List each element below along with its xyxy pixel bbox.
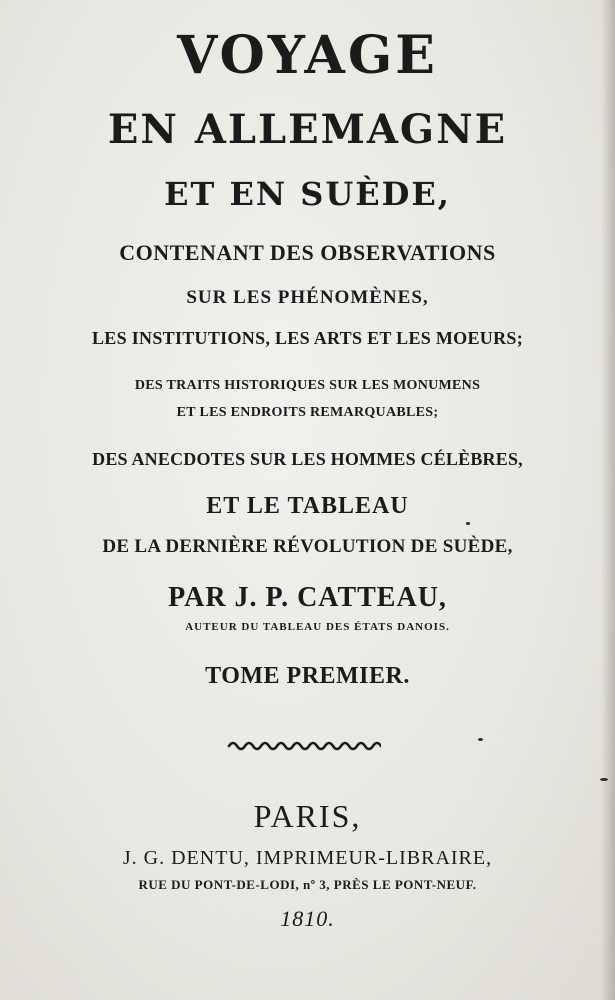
contents-line-6: DES ANECDOTES SUR LES HOMMES CÉLÈBRES, xyxy=(92,449,523,469)
contents-line-5: ET LES ENDROITS REMARQUABLES; xyxy=(176,405,439,420)
author-line: PAR J. P. CATTEAU, xyxy=(168,582,447,613)
contents-line-2: SUR LES PHÉNOMÈNES, xyxy=(186,287,429,308)
imprint-address: RUE DU PONT-DE-LODI, nº 3, PRÈS LE PONT-NEUF. xyxy=(138,877,477,892)
contents-line-4: DES TRAITS HISTORIQUES SUR LES MONUMENS xyxy=(134,378,481,393)
imprint-publisher: J. G. DENTU, IMPRIMEUR-LIBRAIRE, xyxy=(122,847,493,869)
title-line-voyage: VOYAGE xyxy=(177,25,438,86)
imprint-year: 1810. xyxy=(280,906,335,931)
imprint-city: PARIS, xyxy=(253,798,362,834)
title-line-et-en-suede: ET EN SUÈDE, xyxy=(164,175,451,213)
ink-speck xyxy=(478,738,483,741)
contents-line-3: LES INSTITUTIONS, LES ARTS ET LES MOEURS; xyxy=(92,328,523,348)
contents-line-1: CONTENANT DES OBSERVATIONS xyxy=(119,240,496,265)
ink-speck xyxy=(600,778,608,781)
contents-line-7: ET LE TABLEAU xyxy=(206,493,409,519)
title-line-en-allemagne: EN ALLEMAGNE xyxy=(107,106,508,153)
contents-line-8: DE LA DERNIÈRE RÉVOLUTION DE SUÈDE, xyxy=(102,536,513,557)
ink-speck xyxy=(466,522,470,525)
author-subtitle: AUTEUR DU TABLEAU DES ÉTATS DANOIS. xyxy=(185,621,450,633)
ornament-divider-icon xyxy=(227,740,381,752)
volume-label: TOME PREMIER. xyxy=(205,663,410,689)
